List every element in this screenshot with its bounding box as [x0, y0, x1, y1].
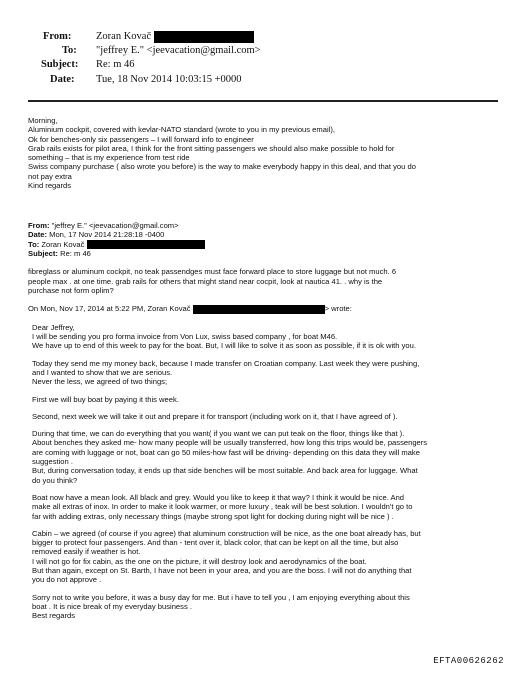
paragraph	[32, 593, 504, 621]
email-header	[0, 30, 512, 87]
text-line: I will not go for fix cabin, as the one on the picture, it will destroy look and aerodynamics of the boat.	[32, 556, 367, 566]
subject-label: Subject:	[41, 59, 79, 71]
paragraph	[32, 529, 504, 585]
to-value: "jeffrey E." <jeevacation@gmail.com>	[96, 45, 261, 57]
text-line: Aluminium cockpit, covered with kevlar-NATO standard (wrote to you in my previous email),	[28, 125, 335, 135]
text-line: suggestion .	[32, 457, 73, 467]
paragraph	[32, 359, 504, 387]
date-row	[0, 73, 512, 87]
text-line: purchase not form oplim?	[28, 285, 114, 295]
text-line: First we will buy boat by paying it this week.	[32, 394, 179, 404]
quoted-from-label: From:	[28, 221, 50, 230]
text-line: Cabin – we agreed (of course if you agree) that aluminum construction will be nice, as the one boat already has, but	[32, 528, 421, 538]
text-line: and I wanted to show that we are serious.	[32, 367, 173, 377]
subject-value: Re: m 46	[96, 59, 135, 71]
text-line: are coming with luggage or not, boat can go 50 miles-how fast will be driving- depending on this data they will make	[32, 447, 420, 457]
date-value: Tue, 18 Nov 2014 10:03:15 +0000	[96, 73, 242, 85]
quoted-message	[28, 221, 504, 621]
from-label: From:	[43, 31, 72, 42]
quoted-to-label: To:	[28, 239, 40, 249]
text-line: Second, next week we will take it out and prepare it for transport (including work on it, that I have agreed of ).	[32, 411, 398, 421]
text-line: Today they send me my money back, because I made transfer on Croatian company. Last week they were pushing,	[32, 358, 420, 368]
text-line: But, during conversation today, it ends up that side benches will be most suitable. And back area for luggage. What	[32, 466, 418, 476]
from-value: Zoran Kovač	[96, 30, 254, 44]
header-divider	[28, 100, 498, 102]
bates-number: EFTA00626262	[433, 656, 504, 666]
text-line: We have up to end of this week to pay for the boat. But, I will like to solve it as soon as possible, if it is ok with you.	[32, 341, 416, 351]
text-line: Boat now have a mean look. All black and grey. Would you like to keep it that way? I think it would be nice. And	[32, 492, 405, 502]
text-line: do you think?	[32, 475, 78, 485]
quoted-date-value: Mon, 17 Nov 2014 21:28:18 -0400	[49, 230, 165, 240]
from-row	[0, 30, 512, 44]
inner-quoted-body	[28, 323, 504, 621]
text-line: Ok for benches-only six passengers – I will forward info to engineer	[28, 134, 254, 144]
text-line: Swiss company purchase ( also wrote you before) is the way to make everybody happy in this deal, and that you do	[28, 162, 416, 172]
subject-row	[0, 58, 512, 72]
paragraph	[32, 323, 504, 351]
text-line: But than again, except on St. Barth, I have not been in your area, and you are the boss. I will not do anything that	[32, 566, 412, 576]
text-line: make all extras of inox. In order to make it look warmer, or more luxury , teak will be best solution. I wouldn't go to	[32, 502, 413, 512]
text-line: Sorry not to write you before, it was a busy day for me. But i have to tell you , I am enjoying everything about this	[32, 592, 410, 602]
date-label: Date:	[50, 73, 75, 85]
quoted-header	[28, 221, 504, 258]
text-line: far with adding extras, only necessary things (maybe strong spot light for docking during night will be nice ) .	[32, 511, 394, 521]
quoted-from-value: "jeffrey E." <jeevacation@gmail.com>	[51, 221, 179, 230]
reply-body	[28, 116, 504, 190]
text-line: fibreglass or aluminum cockpit, no teak passendges must face forward place to store luggage but not much. 6	[28, 267, 397, 277]
redaction-block	[87, 240, 205, 249]
text-line: During that time, we can do everything that you want( if you want we can put teak on the floor, things like that ).	[32, 429, 405, 439]
text-line: Kind regards	[28, 181, 72, 191]
text-line: About benches they asked me- how many people will be usually transferred, how long this trips would be, passengers	[32, 438, 428, 448]
text-line: Grab rails exists for pilot area, I think for the front sitting passengers we should also make possible to hold for	[28, 143, 395, 153]
quoted-subject-label: Subject:	[28, 249, 58, 259]
text-line: Morning,	[28, 116, 58, 125]
paragraph	[32, 493, 504, 521]
to-row	[0, 44, 512, 58]
text-line: removed easily if weather is hot.	[32, 547, 141, 557]
text-line: bigger to protect four passengers. And than - tent over it, black color, that can be kept on all the time, but also	[32, 538, 399, 548]
text-line: Dear Jeffrey,	[32, 322, 75, 332]
redaction-block	[193, 305, 325, 314]
text-line: boat . It is nice break of my everyday business .	[32, 601, 192, 611]
text-line: you do not approve .	[32, 575, 102, 585]
text-line: Best regards	[32, 611, 76, 621]
quoted-date-label: Date:	[28, 230, 47, 240]
to-label: To:	[62, 45, 77, 57]
redaction-block	[154, 31, 254, 43]
quoted-body	[28, 267, 504, 295]
paragraph	[32, 429, 504, 485]
quoted-to-value: Zoran Kovač	[41, 239, 85, 249]
text-line: not pay extra	[28, 171, 72, 181]
paragraph	[32, 412, 504, 421]
on-wrote-line: On Mon, Nov 17, 2014 at 5:22 PM, Zoran Kovač > wrote:	[28, 304, 352, 314]
text-line: something – that is my experience from test ride	[28, 153, 190, 163]
text-line: I will be sending you pro forma invoice from Von Lux, swiss based company , for boat M46.	[32, 332, 338, 342]
text-line: people max . at one time. grab rails for others that might stand near cocpit, look at nautica 41. . why is the	[28, 276, 383, 286]
quoted-subject-value: Re: m 46	[60, 249, 91, 259]
paragraph	[32, 395, 504, 404]
text-line: Never the less, we agreed of two things;	[32, 377, 168, 387]
